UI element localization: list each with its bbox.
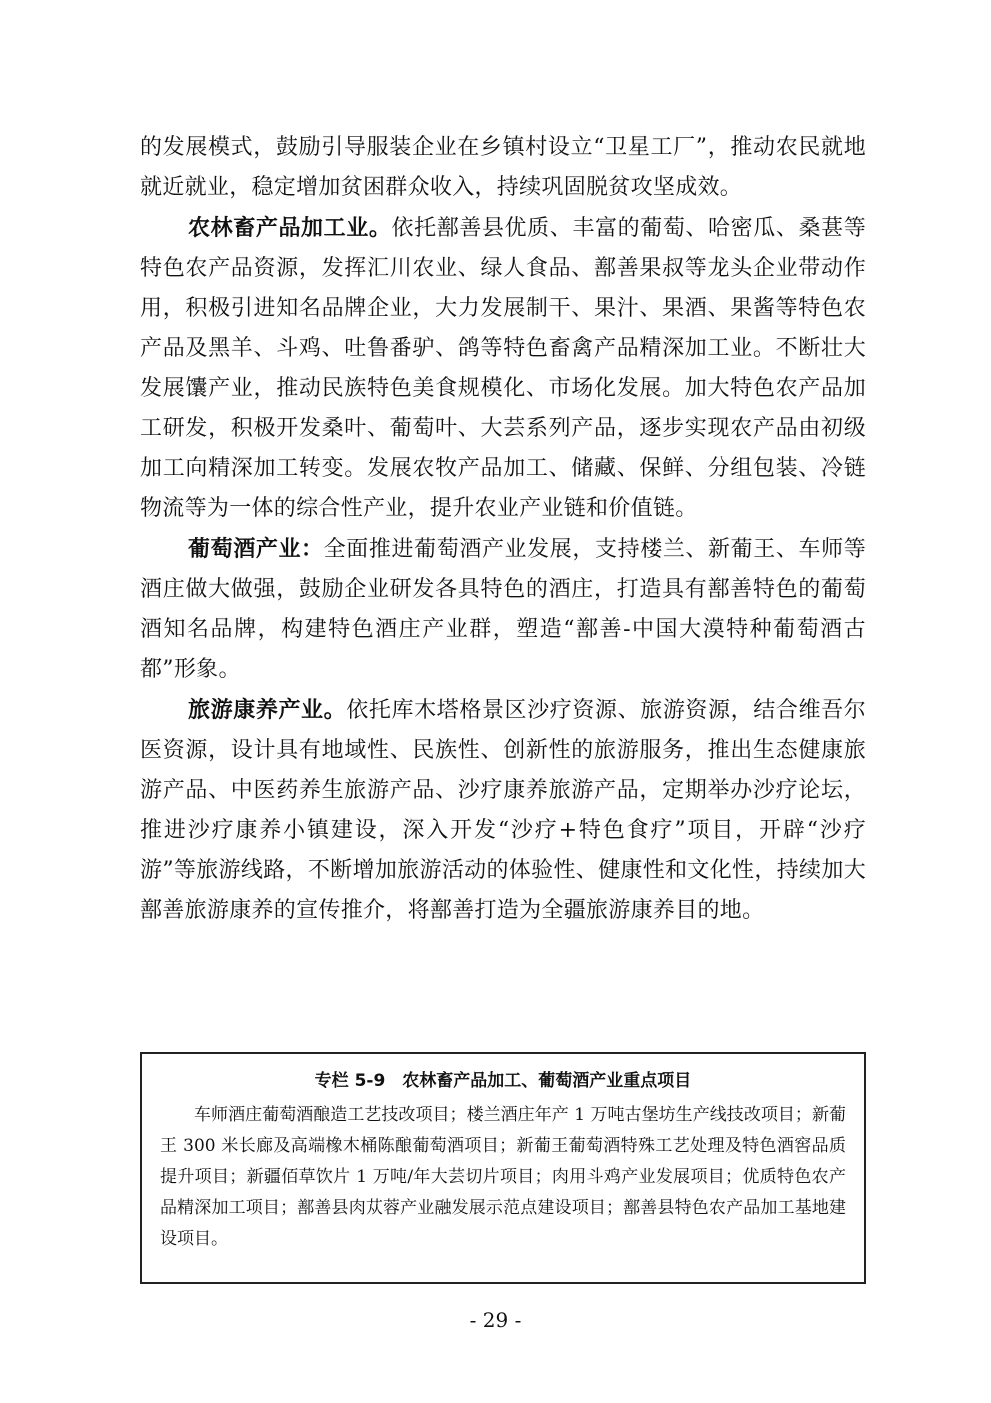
paragraph-text: 的发展模式，鼓励引导服装企业在乡镇村设立“卫星工厂”，推动农民就地就近就业，稳定增加贫困群众收入，持续巩固脱贫攻坚成效。 [140, 135, 866, 200]
paragraph-heading: 旅游康养产业。 [188, 697, 347, 723]
box-text: 车师酒庄葡萄酒酿造工艺技改项目；楼兰酒庄年产 1 万吨古堡坊生产线技改项目；新葡王 300 米长廊及高端橡木桶陈酿葡萄酒项目；新葡王葡萄酒特殊工艺处理及特色酒窖品质提升项目；新疆佰草饮片 1 万吨/年大芸切片项目；肉用斗鸡产业发展项目；优质特色农产品精深加工项目；鄯善县肉苁蓉产业融发展示范点建设项目；鄯善县特色农产品加工基地建设项目。 [160, 1105, 846, 1249]
page-number: - 29 - [469, 1308, 522, 1332]
body-text [140, 128, 866, 931]
paragraph-text: 依托鄯善县优质、丰富的葡萄、哈密瓜、桑葚等特色农产品资源，发挥汇川农业、绿人食品、鄯善果叔等龙头企业带动作用，积极引进知名品牌企业，大力发展制干、果汁、果酒、果酱等特色农产品及黑羊、斗鸡、吐鲁番驴、鸽等特色畜禽产品精深加工业。不断壮大发展馕产业，推动民族特色美食规模化、市场化发展。加大特色农产品加工研发，积极开发桑叶、葡萄叶、大芸系列产品，逐步实现农产品由初级加工向精深加工转变。发展农牧产品加工、储藏、保鲜、分组包装、冷链物流等为一体的综合性产业，提升农业产业链和价值链。 [140, 216, 866, 521]
key-projects-box [140, 1052, 866, 1284]
paragraph-wine-industry [140, 529, 866, 690]
paragraph-text: 依托库木塔格景区沙疗资源、旅游资源，结合维吾尔医资源，设计具有地域性、民族性、创新性的旅游服务，推出生态健康旅游产品、中医药养生旅游产品、沙疗康养旅游产品，定期举办沙疗论坛，推进沙疗康养小镇建设，深入开发“沙疗+特色食疗”项目，开辟“沙疗游”等旅游线路，不断增加旅游活动的体验性、健康性和文化性，持续加大鄯善旅游康养的宣传推介，将鄯善打造为全疆旅游康养目的地。 [140, 698, 866, 923]
paragraph-tourism-wellness [140, 690, 866, 931]
paragraph-heading: 农林畜产品加工业。 [188, 215, 392, 241]
paragraph-continuation [140, 128, 866, 208]
paragraph-agri-processing [140, 208, 866, 529]
box-title: 专栏 5-9 农林畜产品加工、葡萄酒产业重点项目 [314, 1071, 692, 1091]
paragraph-text: 全面推进葡萄酒产业发展，支持楼兰、新葡王、车师等酒庄做大做强，鼓励企业研发各具特色的酒庄，打造具有鄯善特色的葡萄酒知名品牌，构建特色酒庄产业群，塑造“鄯善-中国大漠特种葡萄酒古都”形象。 [140, 537, 866, 682]
paragraph-heading: 葡萄酒产业： [188, 536, 324, 562]
